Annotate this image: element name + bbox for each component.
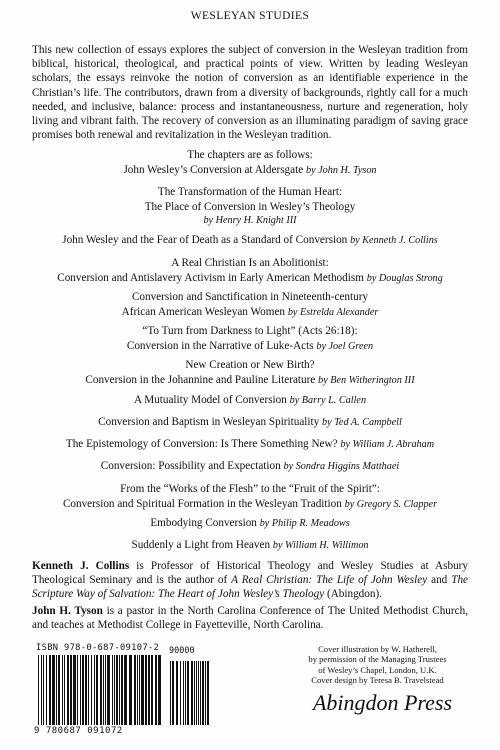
credit-line: of Wesley’s Chapel, London, U.K. [318, 664, 437, 675]
editor-name: Kenneth J. Collins [32, 560, 130, 572]
chapter-subtitle: Conversion in the Johannine and Pauline Literature [85, 373, 316, 386]
chapter-author: by Henry H. Knight III [203, 215, 297, 226]
chapter-entry [0, 516, 500, 532]
chapter-author: by Philip R. Meadows [259, 518, 350, 529]
chapter-entry [0, 256, 500, 286]
credit-line: by permission of the Managing Trustees [308, 654, 447, 665]
chapter-title: A Mutuality Model of Conversion [133, 394, 287, 406]
chapter-entry [0, 233, 500, 249]
price-code: 90000 [169, 646, 195, 656]
chapter-author: by Joel Green [316, 340, 374, 352]
isbn-number: ISBN 978-0-687-09107-2 [36, 643, 160, 653]
chapter-entry [0, 358, 500, 388]
book-title: A Real Christian: The Life of John Wesley [231, 574, 428, 587]
chapter-title: Suddenly a Light from Heaven [131, 539, 271, 551]
chapter-title: A Real Christian Is an Abolitionist: [171, 257, 329, 269]
chapter-author: by Sondra Higgins Matthaei [283, 461, 400, 472]
barcode [32, 643, 214, 739]
chapter-title: Embodying Conversion [150, 517, 257, 529]
ean-number: 9 780687 091072 [34, 726, 123, 736]
chapter-entry [0, 163, 500, 179]
chapter-subtitle: Conversion and Spiritual Formation in the Wesleyan Tradition [62, 497, 342, 510]
book-title: The Scripture Way of Salvation: The Heart of John Wesley’s Theology [32, 574, 468, 601]
chapter-author: by Kenneth J. Collins [350, 235, 438, 246]
bio-text: (Abingdon). [324, 588, 382, 601]
chapter-title: New Creation or New Birth? [185, 359, 315, 371]
chapter-subtitle: African American Wesleyan Women [121, 305, 286, 318]
chapter-subtitle: The Place of Conversion in Wesley’s Theology [144, 200, 356, 213]
chapter-entry [0, 459, 500, 475]
credit-line: Cover illustration by W. Hatherell, [318, 644, 437, 654]
chapter-entry [0, 415, 500, 431]
chapter-entry [0, 538, 500, 554]
chapter-entry [0, 324, 500, 354]
isbn-text [36, 643, 159, 653]
chapter-title: From the “Works of the Flesh” to the “Fruit of the Spirit”: [120, 483, 380, 495]
chapter-author: by Gregory S. Clapper [344, 498, 438, 510]
chapter-entry [0, 290, 500, 320]
barcode-bars [32, 655, 214, 725]
intro-paragraph: This new collection of essays explores the subject of conversion in the Wesleyan tradition from biblical, historical, theological, and practical points of view. Written by leading Wesleyan scholars, the essays reinvoke the notion of conversion as an identifiable experience in the Christian’s life. The contributors, drawn from a diversity of backgrounds, rightly call for a much needed, and inclusive, balance: process and instantaneousness, nurture and regeneration, holy living and vibrant faith. The recovery of conversion as an illuminating paradigm of saving grace promises both renewal and revitalization in the Wesleyan tradition. [32, 44, 468, 142]
chapter-entry [0, 482, 500, 512]
publisher-logo: Abingdon Press [312, 690, 453, 715]
chapter-title: John Wesley’s Conversion at Aldersgate [123, 164, 304, 176]
cover-credit [270, 644, 485, 686]
chapter-title: John Wesley and the Fear of Death as a Standard of Conversion [62, 234, 348, 246]
chapter-author: by William H. Willimon [272, 540, 369, 551]
chapters-label: The chapters are as follows: [187, 149, 313, 161]
chapter-subtitle: Conversion and Antislavery Activism in Early American Methodism [57, 271, 364, 284]
bio-text: is Professor of Historical Theology and Wesley Studies at Asbury Theological Seminary and is the author of [32, 560, 468, 587]
editor-name: John H. Tyson [32, 605, 103, 617]
editor-bio-collins [32, 559, 468, 602]
credit-line: Cover design by Teresa B. Travelstead [311, 675, 444, 686]
chapter-subtitle: Conversion in the Narrative of Luke-Acts [126, 339, 314, 352]
chapter-author: by Barry L. Callen [289, 395, 367, 406]
chapter-author: by Ted A. Campbell [322, 417, 402, 428]
editor-bio-tyson [32, 604, 468, 632]
chapter-title: The Transformation of the Human Heart: [157, 186, 343, 198]
chapter-author: by Douglas Strong [366, 272, 443, 284]
chapter-author: by Estrelda Alexander [287, 306, 379, 318]
chapter-author: by Ben Witherington III [318, 374, 415, 386]
chapter-title: “To Turn from Darkness to Light” (Acts 26:18): [142, 325, 358, 337]
chapter-entry [0, 185, 500, 229]
chapter-title: Conversion and Baptism in Wesleyan Spirituality [98, 416, 320, 428]
chapter-author: by William J. Abraham [340, 439, 435, 450]
chapter-entry [0, 437, 500, 453]
chapter-title: The Epistemology of Conversion: Is There Something New? [65, 438, 338, 450]
series-title: WESLEYAN STUDIES [190, 10, 310, 22]
chapter-title: Conversion and Sanctification in Nineteenth-century [131, 291, 369, 303]
chapter-title: Conversion: Possibility and Expectation [100, 460, 281, 472]
bio-text: and [427, 574, 452, 587]
chapter-author: by John H. Tyson [305, 165, 377, 176]
chapter-entry [0, 393, 500, 409]
bio-text: is a pastor in the North Carolina Conference of The United Methodist Church, and teaches at Methodist College in Fayetteville, North Carolina. [32, 605, 468, 632]
